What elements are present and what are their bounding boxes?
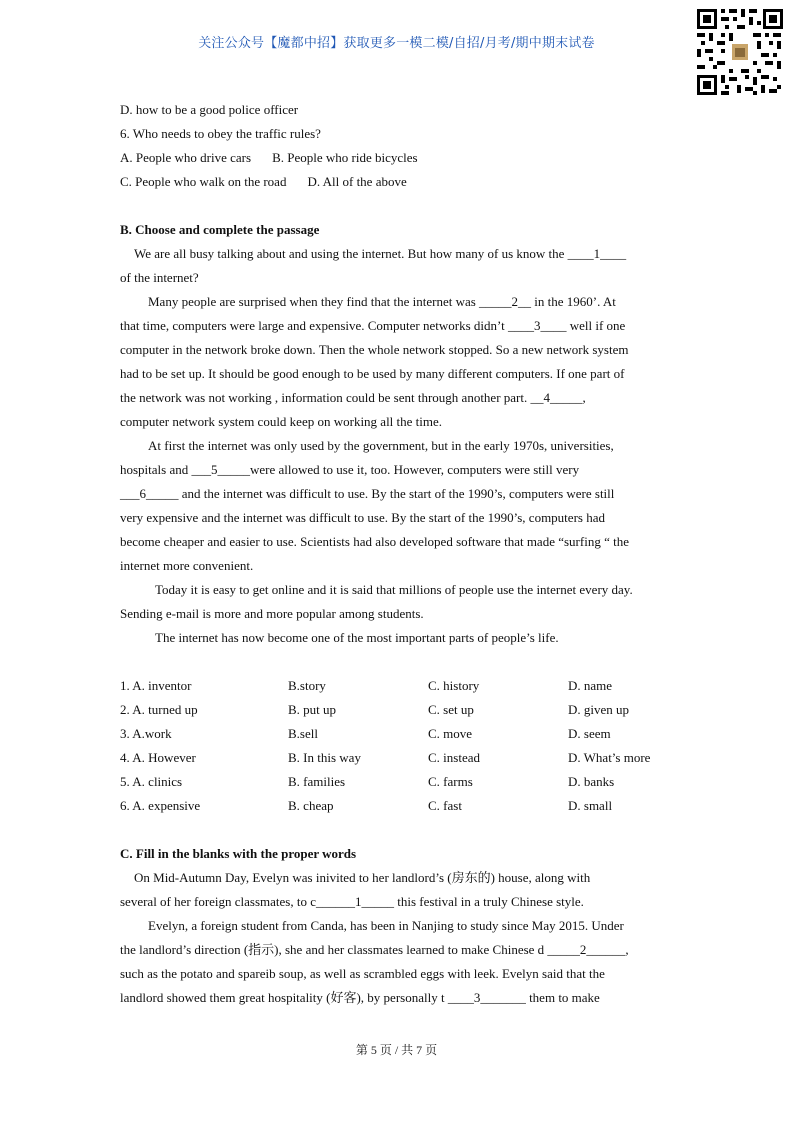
paragraph-line: landlord showed them great hospitality (好客), by personally t ____3_______ them to make xyxy=(120,990,600,1005)
section-c-paragraph-1 xyxy=(120,866,676,914)
choice-row xyxy=(120,746,676,770)
section-b-paragraph-4 xyxy=(120,578,676,626)
header-banner: 关注公众号【魔都中招】获取更多一模二模/自招/月考/期中期末试卷 xyxy=(198,36,595,51)
paragraph-line: We are all busy talking about and using the internet. But how many of us know the ____1____ xyxy=(134,246,627,261)
choice-b: B. In this way xyxy=(288,750,361,765)
choice-c: C. instead xyxy=(428,750,480,765)
choice-a: 3. A.work xyxy=(120,726,172,741)
section-b-choices xyxy=(120,674,676,818)
section-b-title: B. Choose and complete the passage xyxy=(120,222,320,237)
option-d: D. All of the above xyxy=(307,174,407,189)
paragraph-line: had to be set up. It should be good enough to be used by many different computers. If one part of xyxy=(120,366,625,381)
paragraph-line: Many people are surprised when they find that the internet was _____2__ in the 1960’. At xyxy=(148,294,616,309)
section-b-paragraph-2 xyxy=(120,290,676,434)
paragraph-line: that time, computers were large and expensive. Computer networks didn’t ____3____ well if one xyxy=(120,318,626,333)
paragraph-line: On Mid-Autumn Day, Evelyn was inivited to her landlord’s (房东的) house, along with xyxy=(134,870,591,885)
choice-row xyxy=(120,674,676,698)
choice-d: D. banks xyxy=(568,774,615,789)
page-content xyxy=(120,98,676,1010)
choice-a: 5. A. clinics xyxy=(120,774,183,789)
section-c-paragraph-2 xyxy=(120,914,676,1010)
choice-b: B. cheap xyxy=(288,798,334,813)
choice-d: D. small xyxy=(568,798,613,813)
section-b-paragraph-5 xyxy=(120,626,676,650)
choice-d: D. name xyxy=(568,678,613,693)
choice-b: B. families xyxy=(288,774,346,789)
choice-a: 2. A. turned up xyxy=(120,702,198,717)
page-number-footer: 第 5 页 / 共 7 页 xyxy=(355,1043,438,1057)
question-option: D. how to be a good police officer xyxy=(120,102,299,117)
paragraph-line: the network was not working , information could be sent through another part. __4_____, xyxy=(120,390,586,405)
paragraph-line: internet more convenient. xyxy=(120,558,254,573)
paragraph-line: Sending e-mail is more and more popular among students. xyxy=(120,606,424,621)
section-b-paragraph-3 xyxy=(120,434,676,578)
paragraph-line: computer network system could keep on working all the time. xyxy=(120,414,443,429)
choice-row xyxy=(120,722,676,746)
paragraph-line: several of her foreign classmates, to c______1_____ this festival in a truly Chinese style. xyxy=(120,894,584,909)
choice-b: B.story xyxy=(288,678,326,693)
choice-d: D. What’s more xyxy=(568,750,651,765)
paragraph-line: become cheaper and easier to use. Scientists had also developed software that made “surfing “ the xyxy=(120,534,629,549)
paragraph-line: the landlord’s direction (指示), she and her classmates learned to make Chinese d _____2______, xyxy=(120,942,629,957)
choice-b: B.sell xyxy=(288,726,318,741)
choice-a: 4. A. However xyxy=(120,750,196,765)
choice-row xyxy=(120,698,676,722)
section-b-paragraph-1 xyxy=(120,242,676,290)
paragraph-line: very expensive and the internet was difficult to use. By the start of the 1990’s, computers had xyxy=(120,510,605,525)
paragraph-line: such as the potato and spareib soup, as well as scrambled eggs with leek. Evelyn said that the xyxy=(120,966,605,981)
option-a: A. People who drive cars xyxy=(120,150,252,165)
choice-row xyxy=(120,794,676,818)
choice-c: C. set up xyxy=(428,702,474,717)
qr-code-icon xyxy=(694,6,786,98)
question-6-options-row-1 xyxy=(120,146,676,170)
choice-d: D. given up xyxy=(568,702,630,717)
paragraph-line: Today it is easy to get online and it is said that millions of people use the internet every day. xyxy=(155,582,633,597)
paragraph-line: of the internet? xyxy=(120,270,199,285)
paragraph-line: ___6_____ and the internet was difficult to use. By the start of the 1990’s, computers were still xyxy=(120,486,615,501)
choice-c: C. farms xyxy=(428,774,473,789)
choice-b: B. put up xyxy=(288,702,337,717)
choice-a: 1. A. inventor xyxy=(120,678,192,693)
option-c: C. People who walk on the road xyxy=(120,174,287,189)
paragraph-line: Evelyn, a foreign student from Canda, has been in Nanjing to study since May 2015. Under xyxy=(148,918,624,933)
choice-a: 6. A. expensive xyxy=(120,798,201,813)
option-b: B. People who ride bicycles xyxy=(272,150,418,165)
section-c-title: C. Fill in the blanks with the proper words xyxy=(120,846,357,861)
choice-c: C. history xyxy=(428,678,480,693)
question-6-options-row-2 xyxy=(120,170,676,194)
choice-c: C. move xyxy=(428,726,473,741)
paragraph-line: At first the internet was only used by the government, but in the early 1970s, universities, xyxy=(148,438,614,453)
paragraph-line: hospitals and ___5_____were allowed to use it, too. However, computers were still very xyxy=(120,462,580,477)
choice-row xyxy=(120,770,676,794)
choice-d: D. seem xyxy=(568,726,611,741)
paragraph-line: The internet has now become one of the most important parts of people’s life. xyxy=(155,630,559,645)
question-6: 6. Who needs to obey the traffic rules? xyxy=(120,126,321,141)
paragraph-line: computer in the network broke down. Then the whole network stopped. So a new network system xyxy=(120,342,629,357)
choice-c: C. fast xyxy=(428,798,462,813)
